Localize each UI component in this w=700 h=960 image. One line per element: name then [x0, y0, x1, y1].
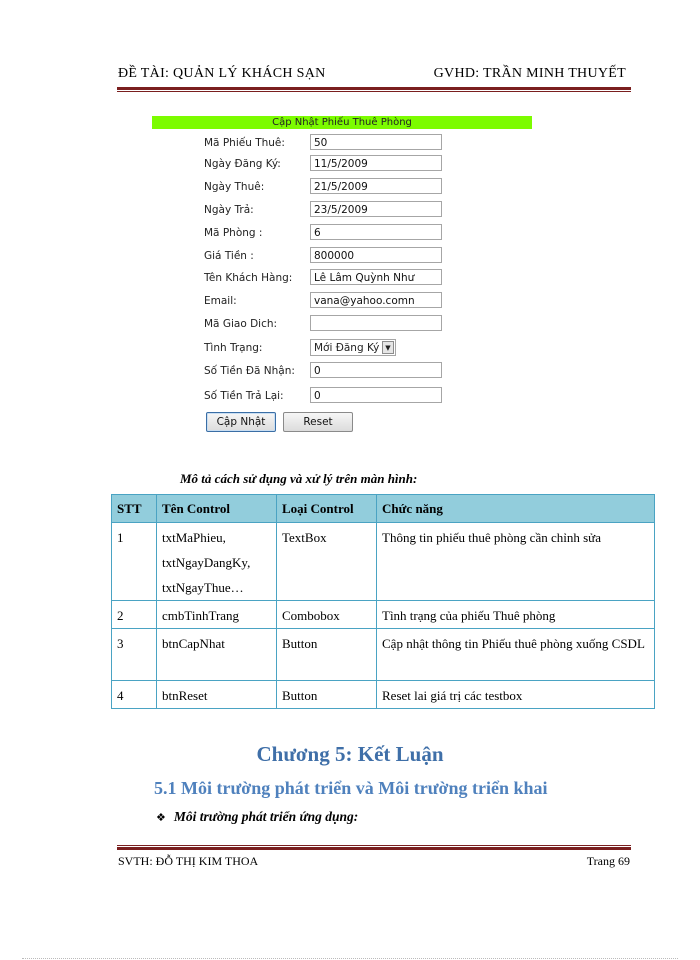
table-row [112, 629, 655, 681]
footer-student: SVTH: ĐỖ THỊ KIM THOA [118, 854, 259, 868]
field-label: Email: [204, 295, 237, 307]
footer-rule-thin [117, 845, 631, 846]
page-header [118, 66, 626, 84]
section-title: 5.1 Môi trường phát triển và Môi trường triển khai [154, 778, 548, 798]
ngay-dang-ky-input[interactable]: 11/5/2009 [310, 155, 442, 171]
cell-function: Reset lai giá trị các testbox [377, 681, 655, 709]
reset-button[interactable]: Reset [283, 412, 353, 432]
cell-function: Tình trạng của phiếu Thuê phòng [377, 601, 655, 629]
bullet-text: Môi trường phát triển ứng dụng: [173, 809, 359, 824]
gia-tien-input[interactable]: 800000 [310, 247, 442, 263]
col-header-stt: STT [112, 495, 157, 523]
table-row [112, 681, 655, 709]
cell-name [157, 523, 277, 601]
header-topic: ĐỀ TÀI: QUẢN LÝ KHÁCH SẠN [118, 66, 326, 81]
ngay-thue-input[interactable]: 21/5/2009 [310, 178, 442, 194]
field-label: Số Tiền Trả Lại: [204, 390, 284, 402]
cell-name-line: txtMaPhieu, [162, 530, 226, 545]
cell-stt: 2 [112, 601, 157, 629]
field-label: Tình Trạng: [204, 342, 263, 354]
header-rule-thick [117, 87, 631, 90]
field-ma-phong [204, 224, 454, 242]
footer-rule-thick [117, 847, 631, 850]
col-header-function: Chức năng [377, 495, 655, 523]
field-email [204, 292, 454, 310]
field-label: Mã Phiếu Thuê: [204, 137, 285, 149]
field-ma-phieu-thue [204, 134, 454, 152]
dropdown-arrow-icon[interactable]: ▼ [382, 341, 394, 354]
chapter-title: Chương 5: Kết Luận [256, 742, 444, 766]
field-so-tien-tra-lai [204, 387, 454, 405]
table-row [112, 523, 655, 601]
description-title: Mô tả cách sử dụng và xử lý trên màn hình: [180, 471, 418, 486]
bullet-item [156, 809, 358, 825]
cell-name: btnReset [157, 681, 277, 709]
cell-type: TextBox [277, 523, 377, 601]
tinh-trang-select[interactable] [310, 339, 396, 356]
page-edge-divider [22, 958, 678, 959]
cell-type: Button [277, 629, 377, 681]
field-ten-khach-hang [204, 269, 454, 287]
cell-stt: 3 [112, 629, 157, 681]
ten-khach-hang-input[interactable]: Lê Lâm Quỳnh Như [310, 269, 442, 285]
ngay-tra-input[interactable]: 23/5/2009 [310, 201, 442, 217]
header-supervisor: GVHD: TRẦN MINH THUYẾT [433, 66, 626, 81]
field-label: Mã Phòng : [204, 227, 263, 239]
so-tien-tra-lai-input[interactable]: 0 [310, 387, 442, 403]
tinh-trang-selected-value: Mới Đăng Ký [314, 342, 380, 354]
cell-stt: 1 [112, 523, 157, 601]
update-button[interactable]: Cập Nhật [206, 412, 276, 432]
page-number: Trang 69 [586, 854, 630, 868]
header-rule-thin [117, 91, 631, 92]
cell-name: cmbTinhTrang [157, 601, 277, 629]
field-ma-giao-dich [204, 315, 454, 333]
ma-phieu-thue-input[interactable]: 50 [310, 134, 442, 150]
field-gia-tien [204, 247, 454, 265]
field-so-tien-da-nhan [204, 362, 454, 380]
table-header-row [112, 495, 655, 523]
field-label: Ngày Thuê: [204, 181, 265, 193]
field-label: Tên Khách Hàng: [204, 272, 293, 284]
control-table [111, 494, 655, 709]
cell-type: Combobox [277, 601, 377, 629]
field-label: Giá Tiền : [204, 250, 254, 262]
field-ngay-dang-ky [204, 155, 454, 173]
cell-name-line: txtNgayDangKy, [162, 555, 251, 570]
field-label: Số Tiền Đã Nhận: [204, 365, 295, 377]
col-header-name: Tên Control [157, 495, 277, 523]
field-tinh-trang [204, 339, 454, 357]
diamond-bullet-icon: ❖ [156, 811, 166, 824]
cell-type: Button [277, 681, 377, 709]
so-tien-da-nhan-input[interactable]: 0 [310, 362, 442, 378]
email-input[interactable]: vana@yahoo.comn [310, 292, 442, 308]
field-label: Ngày Trả: [204, 204, 254, 216]
field-ngay-thue [204, 178, 454, 196]
field-label: Mã Giao Dich: [204, 318, 278, 330]
cell-name: btnCapNhat [157, 629, 277, 681]
cell-stt: 4 [112, 681, 157, 709]
field-label: Ngày Đăng Ký: [204, 158, 281, 170]
form-title-bar: Cập Nhật Phiếu Thuê Phòng [152, 116, 532, 129]
cell-function: Cập nhật thông tin Phiếu thuê phòng xuống CSDL [377, 629, 655, 681]
col-header-type: Loại Control [277, 495, 377, 523]
cell-name-line: txtNgayThue… [162, 580, 244, 595]
table-row [112, 601, 655, 629]
field-ngay-tra [204, 201, 454, 219]
ma-phong-input[interactable]: 6 [310, 224, 442, 240]
cell-function: Thông tin phiếu thuê phòng cần chỉnh sửa [377, 523, 655, 601]
ma-giao-dich-input[interactable] [310, 315, 442, 331]
